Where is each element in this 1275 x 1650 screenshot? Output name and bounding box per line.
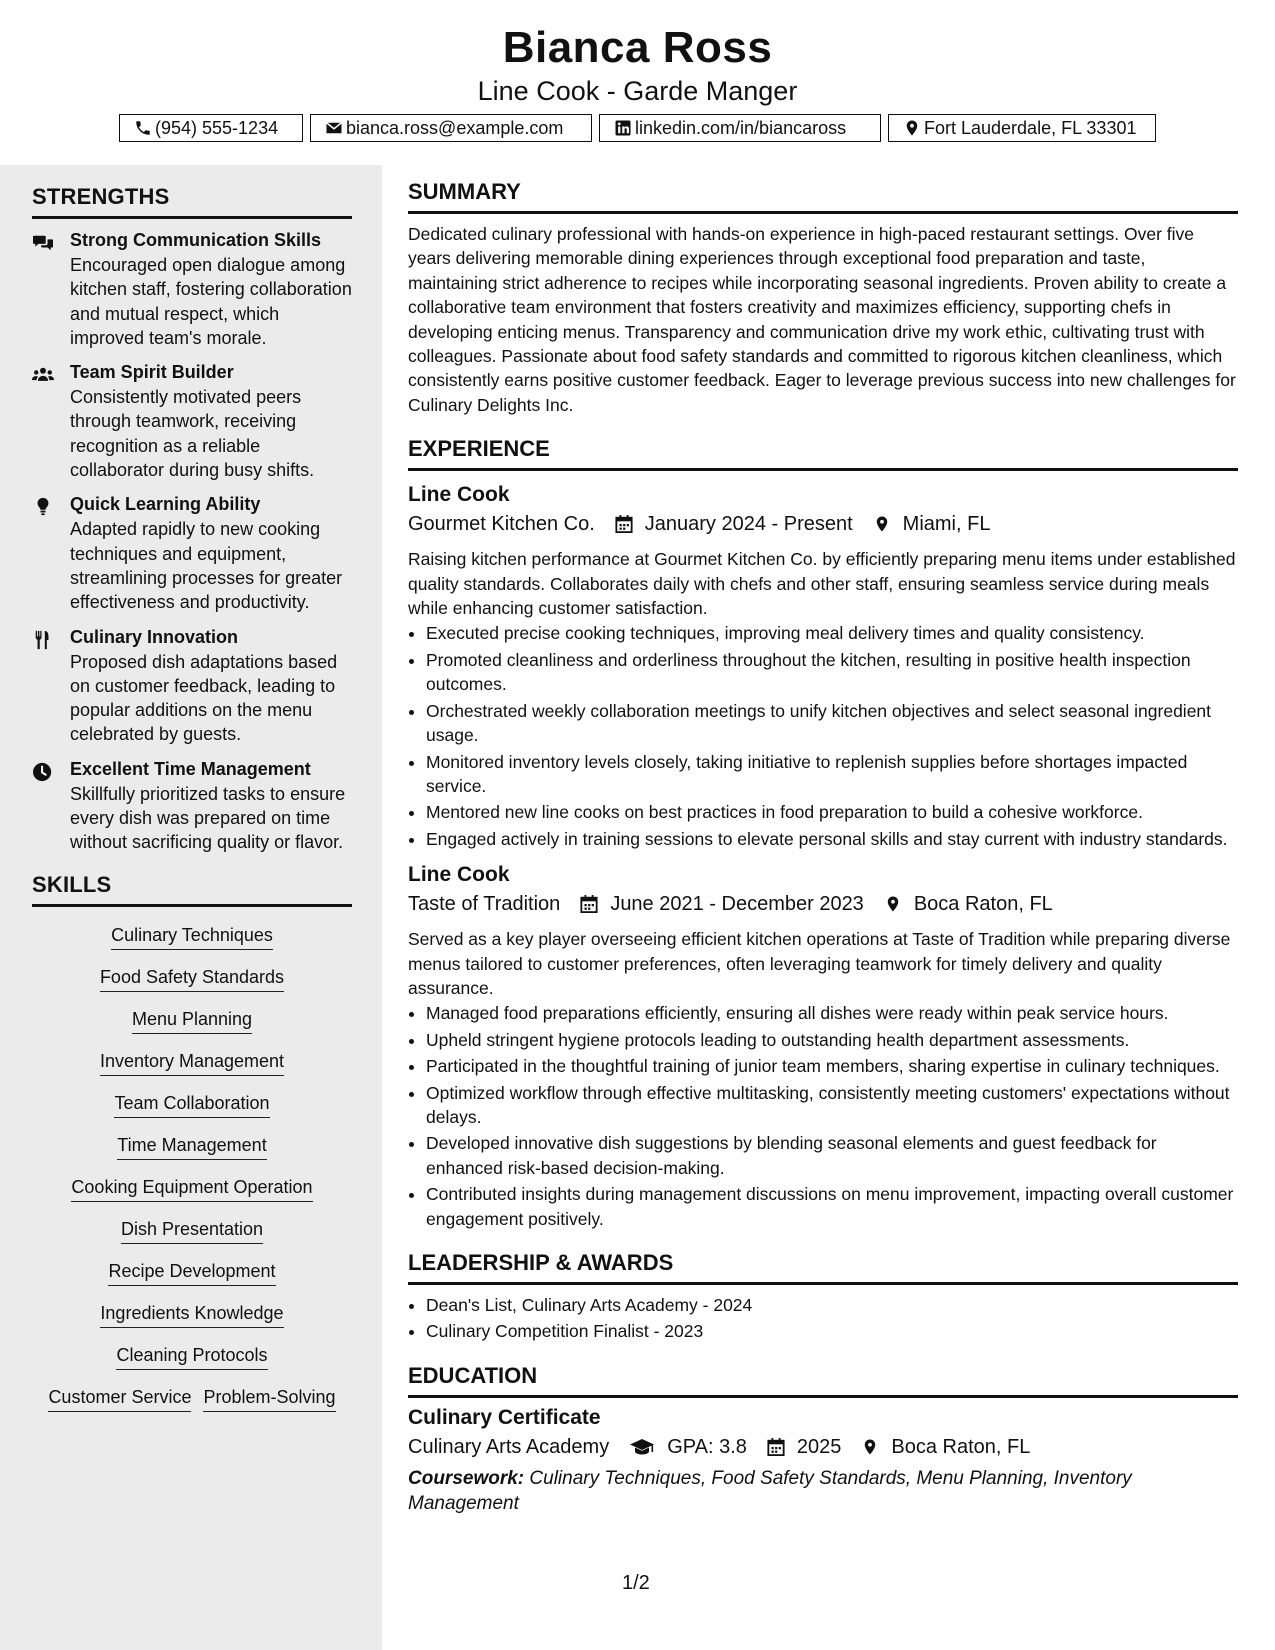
job-bullets (408, 621, 1238, 851)
skill-tag: Time Management (117, 1133, 266, 1160)
contact-email[interactable] (310, 114, 592, 142)
chat-icon (32, 233, 54, 253)
coursework-list: Culinary Techniques, Food Safety Standards, Menu Planning, Inventory Management (408, 1467, 1132, 1514)
skill-tag: Cleaning Protocols (116, 1343, 267, 1370)
job-entry (408, 481, 1238, 851)
strength-item (32, 227, 352, 350)
strength-item (32, 491, 352, 614)
skill-tag: Problem-Solving (203, 1385, 335, 1412)
candidate-role: Line Cook - Garde Manger (477, 76, 798, 106)
summary-text: Dedicated culinary professional with hands-on experience in high-paced restaurant settings. Over five years delivering memorable dining experiences through exceptional food preparation and taste, maintaining strict adherence to recipes while incorporating seasonal ingredients. Proven ability to create a collaborative team environment that fosters creativity and maximizes efficiency, supporting chefs in developing enticing menus. Transparency and communication drive my work ethic, cultivating trust with colleagues. Passionate about food safety standards and committed to rigorous kitchen cleanliness, which consistently earns positive customer feedback. Eager to leverage previous success into new challenges for Culinary Delights Inc. (408, 224, 1236, 415)
location-icon (884, 894, 902, 914)
job-dates: January 2024 - Present (644, 513, 853, 536)
strength-item (32, 624, 352, 747)
list-item: • Upheld stringent hygiene protocols leading to outstanding health department assessments. (426, 1028, 1238, 1052)
skill-tag: Inventory Management (100, 1049, 284, 1076)
email-text: bianca.ross@example.com (346, 117, 564, 138)
awards-heading: LEADERSHIP & AWARDS (408, 1249, 1238, 1285)
location-icon (903, 119, 921, 137)
skill-tag: Culinary Techniques (111, 923, 273, 950)
page-number: 1/2 (622, 1572, 650, 1594)
list-item: • Engaged actively in training sessions to elevate personal skills and stay current with industry standards. (426, 827, 1238, 851)
linkedin-icon (614, 119, 632, 137)
strength-desc: Skillfully prioritized tasks to ensure every dish was prepared on time without sacrificing quality or flavor. (70, 783, 346, 853)
list-item: • Executed precise cooking techniques, improving meal delivery times and quality consistency. (426, 621, 1238, 645)
skill-tag: Menu Planning (132, 1007, 252, 1034)
education-gpa: GPA: 3.8 (667, 1435, 747, 1458)
skill-tag: Food Safety Standards (100, 965, 284, 992)
job-title: Line Cook (408, 483, 510, 507)
skill-tag: Team Collaboration (114, 1091, 269, 1118)
skill-tag: Dish Presentation (121, 1217, 263, 1244)
list-item: • Mentored new line cooks on best practices in food preparation to build a cohesive workforce. (426, 800, 1238, 824)
strength-desc: Adapted rapidly to new cooking techniques and equipment, streamlining processes for greater effectiveness and productivity. (70, 519, 343, 613)
skills-heading: SKILLS (32, 871, 352, 907)
list-item: • Managed food preparations efficiently, ensuring all dishes were ready within peak service hours. (426, 1001, 1238, 1025)
phone-icon (134, 119, 152, 137)
skill-tag: Ingredients Knowledge (100, 1301, 283, 1328)
job-dates: June 2021 - December 2023 (610, 893, 864, 916)
job-company: Taste of Tradition (408, 893, 561, 916)
calendar-icon (767, 1437, 785, 1457)
skills-list (32, 915, 352, 1419)
skill-tag: Recipe Development (108, 1259, 275, 1286)
users-icon (32, 365, 54, 385)
location-icon (861, 1437, 879, 1457)
education-year: 2025 (796, 1435, 842, 1458)
main-column (408, 178, 1238, 1516)
job-summary: Raising kitchen performance at Gourmet Kitchen Co. by efficiently preparing menu items under established quality standards. Collaborates daily with chefs and other staff, ensuring seamless service during meals while enhancing customer satisfaction. (408, 549, 1236, 619)
email-icon (325, 119, 343, 137)
calendar-icon (580, 894, 598, 914)
job-summary: Served as a key player overseeing efficient kitchen operations at Taste of Tradition while preparing diverse menus tailored to customer preferences, often leveraging teamwork for timely delivery and quality assurance. (408, 929, 1231, 998)
list-item: • Dean's List, Culinary Arts Academy - 2024 (426, 1293, 1238, 1317)
education-degree: Culinary Certificate (408, 1405, 601, 1429)
job-title: Line Cook (408, 863, 510, 887)
sidebar (0, 165, 382, 1650)
skill-tag: Cooking Equipment Operation (71, 1175, 312, 1202)
education-heading: EDUCATION (408, 1362, 1238, 1398)
education-meta (408, 1432, 1238, 1462)
linkedin-text: linkedin.com/in/biancaross (635, 117, 847, 138)
list-item: • Orchestrated weekly collaboration meetings to unify kitchen objectives and select seasonal ingredient usage. (426, 699, 1238, 748)
location-icon (873, 514, 891, 534)
calendar-icon (615, 514, 633, 534)
contact-location (888, 114, 1156, 142)
education-location: Boca Raton, FL (891, 1435, 1031, 1458)
phone-text: (954) 555-1234 (155, 117, 279, 138)
strength-title: Team Spirit Builder (70, 362, 234, 383)
strength-item (32, 359, 352, 482)
list-item: • Optimized workflow through effective multitasking, consistently meeting customers' expectations without delays. (426, 1081, 1238, 1130)
clock-icon (32, 762, 54, 782)
contact-bar (0, 114, 1275, 142)
list-item: • Contributed insights during management discussions on menu improvement, impacting overall customer engagement positively. (426, 1182, 1238, 1231)
job-meta (408, 889, 1238, 919)
job-meta (408, 509, 1238, 539)
awards-list (408, 1293, 1238, 1344)
strength-title: Quick Learning Ability (70, 494, 261, 515)
job-company: Gourmet Kitchen Co. (408, 513, 595, 536)
list-item: • Developed innovative dish suggestions by blending seasonal elements and guest feedback for enhanced risk-based decision-making. (426, 1131, 1238, 1180)
contact-linkedin[interactable] (599, 114, 881, 142)
summary-heading: SUMMARY (408, 178, 1238, 214)
strengths-heading: STRENGTHS (32, 183, 352, 219)
strength-desc: Encouraged open dialogue among kitchen staff, fostering collaboration and mutual respect, which improved team's morale. (70, 255, 352, 348)
strength-desc: Consistently motivated peers through teamwork, receiving recognition as a reliable collaborator during busy shifts. (70, 387, 315, 481)
coursework (408, 1466, 1238, 1516)
job-bullets (408, 1001, 1238, 1231)
skill-tag: Customer Service (48, 1385, 191, 1412)
candidate-name: Bianca Ross (502, 23, 773, 72)
graduation-cap-icon (629, 1437, 655, 1457)
utensils-icon (32, 630, 54, 650)
list-item: • Participated in the thoughtful training of junior team members, sharing expertise in culinary techniques. (426, 1054, 1238, 1078)
coursework-label: Coursework: (408, 1467, 525, 1489)
job-location: Miami, FL (902, 513, 991, 536)
list-item: • Promoted cleanliness and orderliness throughout the kitchen, resulting in positive health inspection outcomes. (426, 648, 1238, 697)
strength-item (32, 756, 352, 855)
resume-header (0, 0, 1275, 165)
contact-phone[interactable] (119, 114, 303, 142)
lightbulb-icon (32, 497, 54, 517)
education-school: Culinary Arts Academy (408, 1435, 610, 1458)
list-item: • Culinary Competition Finalist - 2023 (426, 1319, 1238, 1343)
experience-heading: EXPERIENCE (408, 435, 1238, 471)
strength-title: Strong Communication Skills (70, 230, 322, 250)
strength-title: Excellent Time Management (70, 758, 311, 779)
job-location: Boca Raton, FL (913, 893, 1053, 916)
list-item: • Monitored inventory levels closely, taking initiative to replenish supplies before shortages impacted service. (426, 750, 1238, 799)
strength-desc: Proposed dish adaptations based on customer feedback, leading to popular additions on the menu celebrated by guests. (70, 651, 338, 745)
job-entry (408, 861, 1238, 1231)
strength-title: Culinary Innovation (70, 626, 239, 647)
location-text: Fort Lauderdale, FL 33301 (924, 117, 1137, 138)
strengths-list (32, 227, 352, 855)
